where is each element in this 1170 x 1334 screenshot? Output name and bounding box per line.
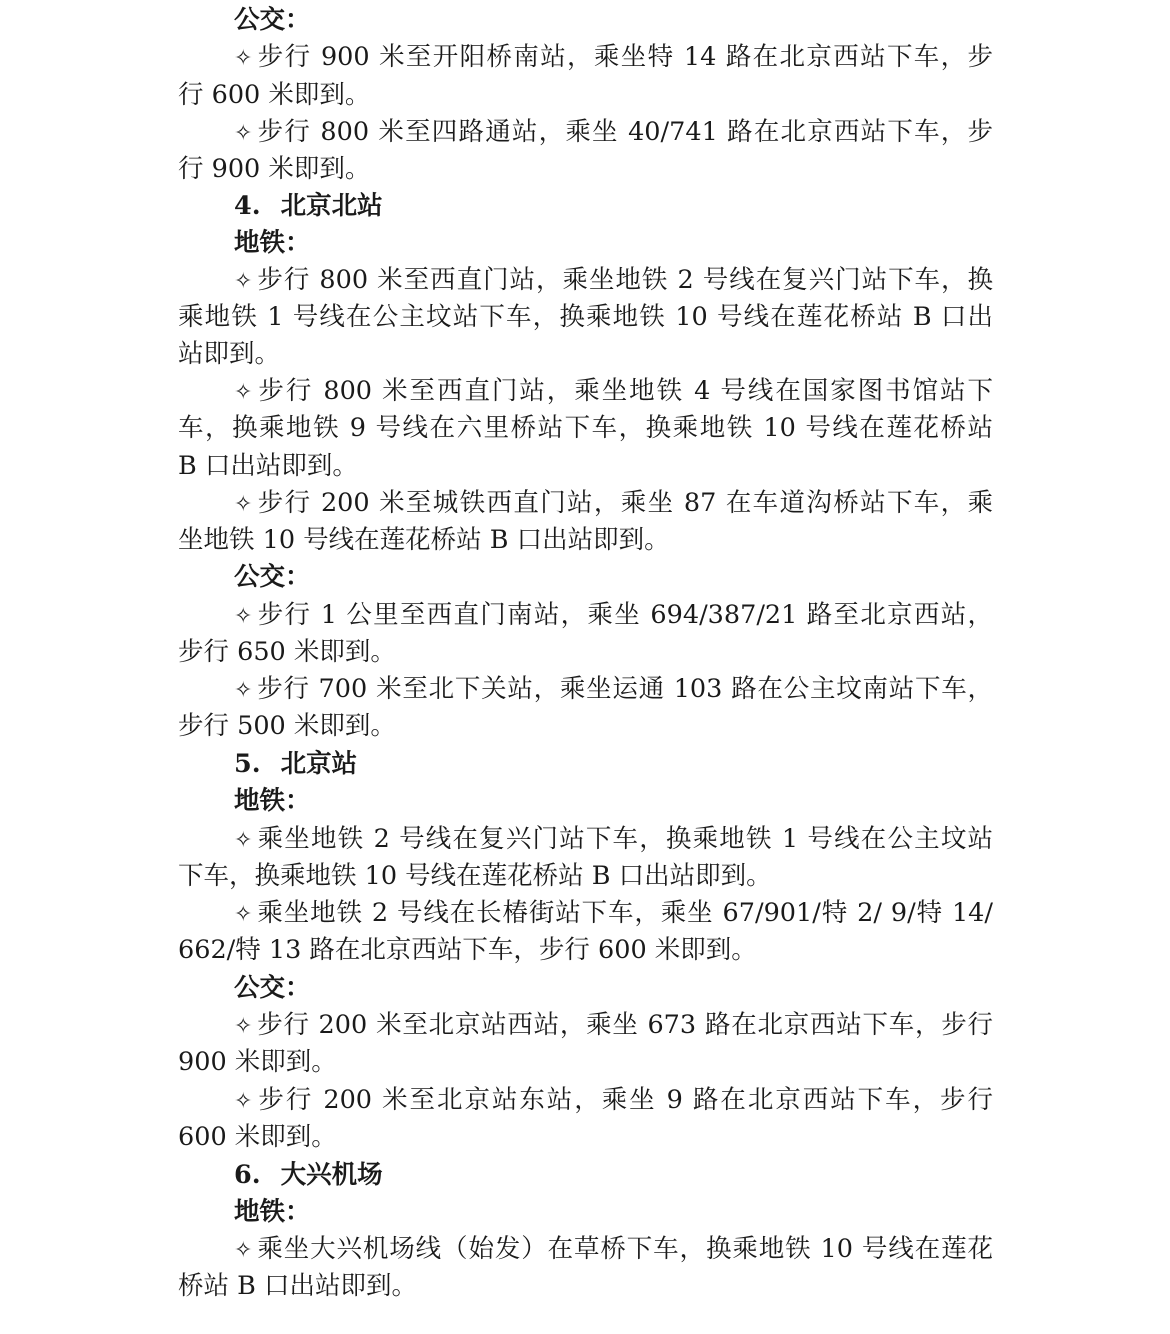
route-line: 900 米即到。 [178, 1047, 337, 1077]
route-line: ✧ 步行 1 公里至西直门南站，乘坐 694/387/21 路至北京西站， [234, 597, 993, 634]
route-line: ✧ 乘坐大兴机场线（始发）在草桥下车，换乘地铁 10 号线在莲花 [234, 1231, 993, 1268]
route-line: 600 米即到。 [178, 1122, 337, 1152]
route-line: ✧ 步行 800 米至西直门站，乘坐地铁 4 号线在国家图书馆站下 [234, 373, 993, 410]
section-heading: 4. 北京北站 [234, 191, 383, 221]
bullet-icon: ✧ [234, 121, 253, 146]
route-line: 站即到。 [178, 339, 281, 369]
route-line: ✧ 步行 200 米至北京站东站，乘坐 9 路在北京西站下车，步行 [234, 1082, 993, 1119]
route-line: 步行 500 米即到。 [178, 711, 396, 741]
route-line: 乘地铁 1 号线在公主坟站下车，换乘地铁 10 号线在莲花桥站 B 口出 [178, 302, 993, 332]
subway-label: 地铁： [234, 228, 311, 258]
route-line: 行 600 米即到。 [178, 80, 371, 110]
route-line: 下车，换乘地铁 10 号线在莲花桥站 B 口出站即到。 [178, 861, 772, 891]
route-line: B 口出站即到。 [178, 451, 358, 481]
bullet-icon: ✧ [234, 46, 253, 71]
bullet-icon: ✧ [234, 902, 253, 927]
bullet-icon: ✧ [234, 1089, 253, 1114]
route-line: ✧ 步行 900 米至开阳桥南站，乘坐特 14 路在北京西站下车，步 [234, 39, 993, 76]
bullet-icon: ✧ [234, 269, 253, 294]
route-line: ✧ 乘坐地铁 2 号线在长椿街站下车，乘坐 67/901/特 2/ 9/特 14/ [234, 895, 993, 932]
subway-label: 地铁： [234, 1197, 311, 1227]
route-line: 坐地铁 10 号线在莲花桥站 B 口出站即到。 [178, 525, 670, 555]
route-line: 行 900 米即到。 [178, 154, 371, 184]
bullet-icon: ✧ [234, 492, 253, 517]
route-line: ✧ 步行 800 米至西直门站，乘坐地铁 2 号线在复兴门站下车，换 [234, 262, 993, 299]
bullet-icon: ✧ [234, 1238, 253, 1263]
route-line: 桥站 B 口出站即到。 [178, 1271, 417, 1301]
route-line: ✧ 步行 200 米至城铁西直门站，乘坐 87 在车道沟桥站下车，乘 [234, 485, 993, 522]
section-heading: 5. 北京站 [234, 749, 358, 779]
route-line: ✧ 步行 700 米至北下关站，乘坐运通 103 路在公主坟南站下车， [234, 671, 993, 708]
bullet-icon: ✧ [234, 604, 253, 629]
bus-label: 公交： [234, 562, 311, 592]
bullet-icon: ✧ [234, 1014, 253, 1039]
route-line: 车，换乘地铁 9 号线在六里桥站下车，换乘地铁 10 号线在莲花桥站 [178, 413, 993, 443]
bullet-icon: ✧ [234, 828, 253, 853]
bus-label: 公交： [234, 5, 311, 35]
subway-label: 地铁： [234, 786, 311, 816]
route-line: 步行 650 米即到。 [178, 637, 396, 667]
route-line: ✧ 步行 800 米至四路通站，乘坐 40/741 路在北京西站下车，步 [234, 114, 993, 151]
route-line: ✧ 乘坐地铁 2 号线在复兴门站下车，换乘地铁 1 号线在公主坟站 [234, 821, 993, 858]
bus-label: 公交： [234, 973, 311, 1003]
route-line: ✧ 步行 200 米至北京站西站，乘坐 673 路在北京西站下车，步行 [234, 1007, 993, 1044]
section-heading: 6. 大兴机场 [234, 1160, 383, 1190]
bullet-icon: ✧ [234, 380, 253, 405]
route-line: 662/特 13 路在北京西站下车，步行 600 米即到。 [178, 935, 757, 965]
bullet-icon: ✧ [234, 678, 253, 703]
